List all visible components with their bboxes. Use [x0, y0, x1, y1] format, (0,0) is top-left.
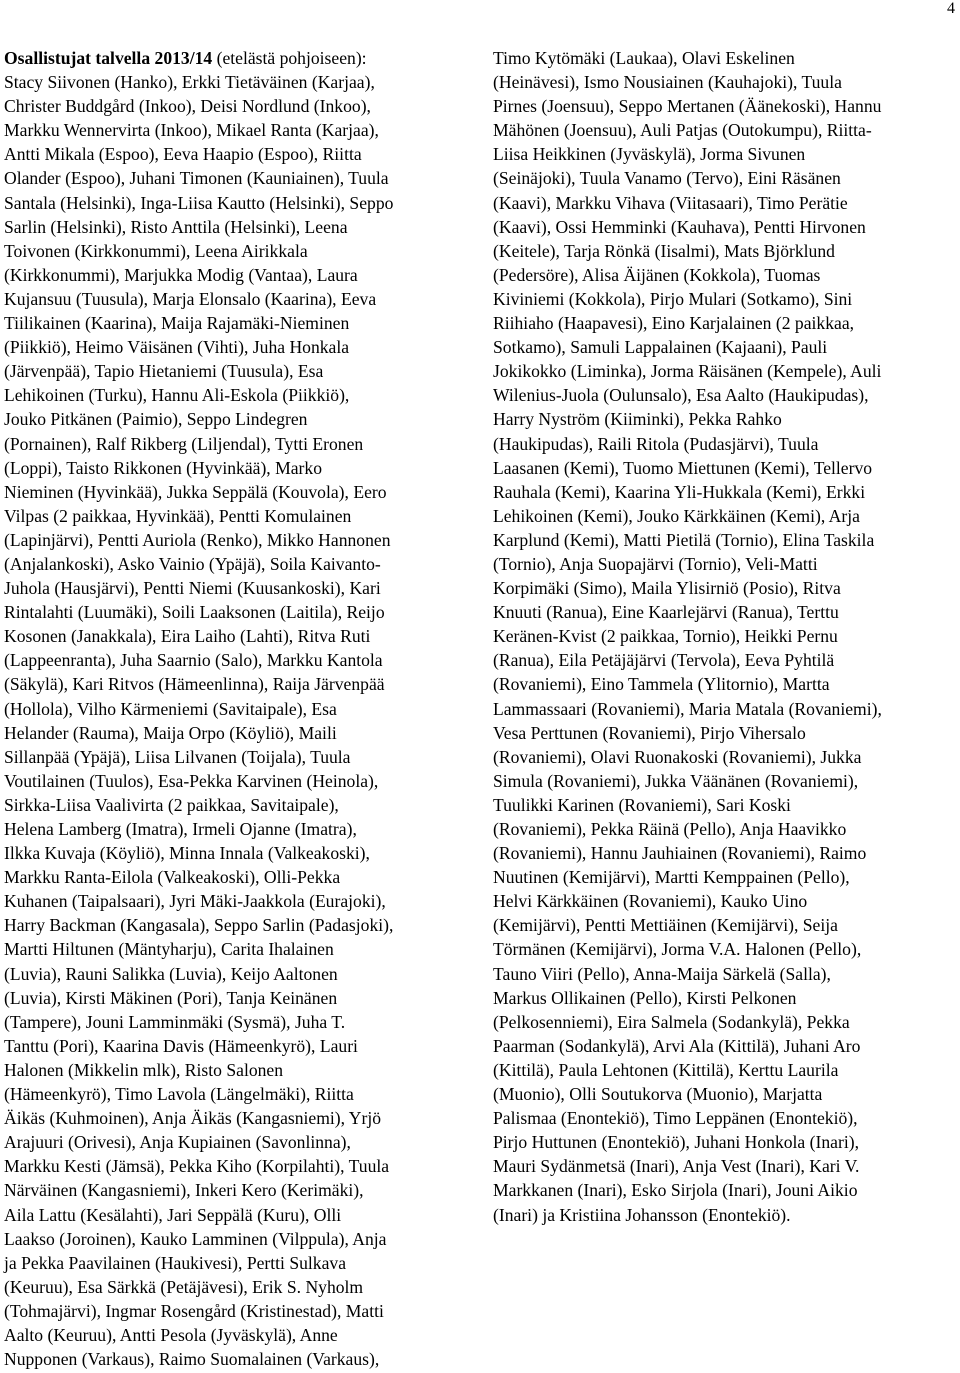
participant-text-line: Helena Lamberg (Imatra), Irmeli Ojanne (Imatra),: [4, 819, 357, 839]
participant-text-line: Markku Ranta-Eilola (Valkeakoski), Olli-Pekka: [4, 867, 341, 888]
participant-text-line: (Hämeenkyrö), Timo Lavola (Längelmäki), Riitta: [4, 1084, 354, 1105]
participant-text-line: Kosonen (Janakkala), Eira Laiho (Lahti), Ritva Ruti: [4, 626, 371, 647]
participant-text-line: Karplund (Kemi), Matti Pietilä (Tornio), Elina Taskila: [493, 529, 875, 550]
participant-text-line: Stacy Siivonen (Hanko), Erkki Tietäväinen (Karjaa),: [4, 72, 375, 93]
participant-text-line: ja Pekka Paavilainen (Haukivesi), Pertti Sulkava: [4, 1252, 347, 1273]
participant-text-line: Antti Mikala (Espoo), Eeva Haapio (Espoo), Riitta: [4, 144, 362, 165]
participant-text-line: Helander (Rauma), Maija Orpo (Köyliö), Maili: [4, 722, 337, 743]
participant-text-line: Juhola (Hausjärvi), Pentti Niemi (Kuusankoski), Kari: [4, 578, 381, 599]
participant-text-line: Laakso (Joroinen), Kauko Lamminen (Vilppula), Anja: [4, 1228, 387, 1249]
participant-text-line: Markkanen (Inari), Esko Sirjola (Inari), Jouni Aikio: [493, 1180, 858, 1201]
participant-text-line: Sarlin (Helsinki), Risto Anttila (Helsinki), Leena: [4, 216, 348, 237]
participant-text-line: (Ranua), Eila Petäjäjärvi (Tervola), Eeva Pyhtilä: [493, 650, 835, 671]
participant-text-line: (Kittilä), Paula Lehtonen (Kittilä), Kerttu Laurila: [493, 1059, 839, 1080]
participants-heading-line: [4, 46, 470, 70]
participant-text-line: (Luvia), Rauni Salikka (Luvia), Keijo Aaltonen: [4, 963, 338, 984]
participant-text-line: Kujansuu (Tuusula), Marja Elonsalo (Kaarina), Eeva: [4, 288, 377, 309]
participant-text-line: (Lappeenranta), Juha Saarnio (Salo), Markku Kantola: [4, 650, 383, 671]
participant-text-line: Knuuti (Ranua), Eine Kaarlejärvi (Ranua), Terttu: [493, 602, 839, 623]
participant-text-line: Sirkka-Liisa Vaalivirta (2 paikkaa, Savitaipale),: [4, 794, 339, 815]
left-column: [4, 46, 470, 1371]
participant-text-line: Laasanen (Kemi), Tuomo Miettunen (Kemi), Tellervo: [493, 457, 873, 478]
participant-text-line: (Lapinjärvi), Pentti Auriola (Renko), Mikko Hannonen: [4, 529, 391, 550]
participant-text-line: (Rovaniemi), Pekka Räinä (Pello), Anja Haavikko: [493, 819, 847, 839]
participant-text-line: Timo Kytömäki (Laukaa), Olavi Eskelinen: [493, 48, 795, 68]
participant-text-line: Korpimäki (Simo), Maila Ylisirniö (Posio), Ritva: [493, 578, 841, 599]
participant-text-line: Aalto (Keuruu), Antti Pesola (Jyväskylä), Anne: [4, 1324, 338, 1345]
participant-text-line: (Kaavi), Ossi Hemminki (Kauhava), Pentti Hirvonen: [493, 216, 866, 237]
participant-text-line: Harry Backman (Kangasala), Seppo Sarlin (Padasjoki),: [4, 915, 394, 936]
page-number: 4: [947, 0, 955, 17]
participant-text-line: Paarman (Sodankylä), Arvi Ala (Kittilä), Juhani Aro: [493, 1035, 861, 1056]
participant-text-line: Arajuuri (Orivesi), Anja Kupiainen (Savonlinna),: [4, 1132, 351, 1153]
participant-text-line: (Pornainen), Ralf Rikberg (Liljendal), Tytti Eronen: [4, 433, 364, 454]
participant-text-line: Halonen (Mikkelin mlk), Risto Salonen: [4, 1059, 284, 1080]
participant-text-line: Tauno Viiri (Pello), Anna-Maija Särkelä (Salla),: [493, 963, 831, 984]
participant-text-line: Mauri Sydänmetsä (Inari), Anja Vest (Inari), Kari V.: [493, 1156, 860, 1177]
participant-text-line: Sillanpää (Ypäjä), Liisa Lilvanen (Toijala), Tuula: [4, 746, 351, 767]
participant-text-line: Sotkamo), Samuli Lappalainen (Kajaani), Pauli: [493, 337, 828, 358]
participant-text-line: Palismaa (Enontekiö), Timo Leppänen (Enontekiö),: [493, 1108, 858, 1129]
participant-text-line: Törmänen (Kemijärvi), Jorma V.A. Halonen (Pello),: [493, 939, 862, 960]
participant-text-line: (Seinäjoki), Tuula Vanamo (Tervo), Eini Räsänen: [493, 168, 841, 189]
participants-heading-suffix: (etelästä pohjoiseen):: [212, 48, 367, 68]
participant-text-line: Rauhala (Kemi), Kaarina Yli-Hukkala (Kemi), Erkki: [493, 481, 866, 502]
participant-text-line: Martti Hiltunen (Mäntyharju), Carita Ihalainen: [4, 939, 334, 960]
participant-text-line: (Säkylä), Kari Ritvos (Hämeenlinna), Raija Järvenpää: [4, 674, 385, 695]
participant-text-line: (Luvia), Kirsti Mäkinen (Pori), Tanja Keinänen: [4, 987, 338, 1008]
participant-text-line: (Tampere), Jouni Lamminmäki (Sysmä), Juha T.: [4, 1011, 346, 1032]
participant-text-line: Riihiaho (Haapavesi), Eino Karjalainen (2 paikkaa,: [493, 313, 855, 334]
participant-text-line: Jouko Pitkänen (Paimio), Seppo Lindegren: [4, 409, 308, 430]
participant-text-line: Lehikoinen (Turku), Hannu Ali-Eskola (Piikkiö),: [4, 385, 350, 406]
participant-text-line: (Kaavi), Markku Vihava (Viitasaari), Timo Perätie: [493, 192, 848, 213]
participant-text-line: (Rovaniemi), Olavi Ruonakoski (Rovaniemi), Jukka: [493, 746, 862, 767]
participant-text-line: Santala (Helsinki), Inga-Liisa Kautto (Helsinki), Seppo: [4, 192, 394, 213]
participant-text-line: Mähönen (Joensuu), Auli Patjas (Outokumpu), Riitta-: [493, 120, 872, 141]
participant-text-line: (Kirkkonummi), Marjukka Modig (Vantaa), Laura: [4, 264, 358, 285]
participant-text-line: Kiviniemi (Kokkola), Pirjo Mulari (Sotkamo), Sini: [493, 288, 853, 309]
participant-text-line: (Tornio), Anja Suopajärvi (Tornio), Veli-Matti: [493, 553, 818, 574]
participant-text-line: Tuulikki Karinen (Rovaniemi), Sari Koski: [493, 794, 791, 815]
participant-text-line: Voutilainen (Tuulos), Esa-Pekka Karvinen (Heinola),: [4, 770, 379, 791]
participant-text-line: (Heinävesi), Ismo Nousiainen (Kauhajoki), Tuula: [493, 72, 842, 93]
right-column: [493, 46, 959, 1227]
participant-text-line: Olander (Espoo), Juhani Timonen (Kauniainen), Tuula: [4, 168, 389, 189]
participant-text-line: Harry Nyström (Kiiminki), Pekka Rahko: [493, 409, 782, 430]
participant-text-line: (Inari) ja Kristiina Johansson (Enontekiö).: [493, 1204, 791, 1225]
participants-heading: Osallistujat talvella 2013/14: [4, 48, 213, 68]
participant-text-line: (Kemijärvi), Pentti Mettiäinen (Kemijärvi), Seija: [493, 915, 838, 936]
participant-text-line: Tanttu (Pori), Kaarina Davis (Hämeenkyrö), Lauri: [4, 1035, 358, 1056]
participant-text-line: Lammassaari (Rovaniemi), Maria Matala (Rovaniemi),: [493, 698, 882, 719]
participant-text-line: Helvi Kärkkäinen (Rovaniemi), Kauko Uino: [493, 891, 808, 912]
participant-text-line: Jokikokko (Liminka), Jorma Räisänen (Kempele), Auli: [493, 361, 882, 382]
participant-text-line: Rintalahti (Luumäki), Soili Laaksonen (Laitila), Reijo: [4, 602, 385, 623]
participant-text-line: (Rovaniemi), Eino Tammela (Ylitornio), Martta: [493, 674, 830, 695]
participant-text-line: Christer Buddgård (Inkoo), Deisi Nordlund (Inkoo),: [4, 96, 371, 117]
participant-text-line: (Pelkosenniemi), Eira Salmela (Sodankylä), Pekka: [493, 1011, 850, 1032]
participant-text-line: Simula (Rovaniemi), Jukka Väänänen (Rovaniemi),: [493, 770, 859, 791]
participant-text-line: (Pedersöre), Alisa Äijänen (Kokkola), Tuomas: [493, 264, 821, 285]
participant-text-line: Nieminen (Hyvinkää), Jukka Seppälä (Kouvola), Eero: [4, 481, 387, 502]
participant-text-line: (Piikkiö), Heimo Väisänen (Vihti), Juha Honkala: [4, 337, 350, 358]
participant-text-line: Ilkka Kuvaja (Köyliö), Minna Innala (Valkeakoski),: [4, 843, 370, 864]
participant-text-line: Pirnes (Joensuu), Seppo Mertanen (Äänekoski), Hannu: [493, 96, 882, 117]
participant-text-line: Markku Kesti (Jämsä), Pekka Kiho (Korpilahti), Tuula: [4, 1156, 390, 1177]
participant-text-line: (Rovaniemi), Hannu Jauhiainen (Rovaniemi), Raimo: [493, 843, 867, 864]
participant-text-line: (Loppi), Taisto Rikkonen (Hyvinkää), Marko: [4, 457, 323, 478]
participant-text-line: Wilenius-Juola (Oulunsalo), Esa Aalto (Haukipudas),: [493, 385, 869, 406]
participant-text-line: Keränen-Kvist (2 paikkaa, Tornio), Heikki Pernu: [493, 626, 838, 647]
participant-text-line: Kuhanen (Taipalsaari), Jyri Mäki-Jaakkola (Eurajoki),: [4, 891, 386, 912]
participant-text-line: Liisa Heikkinen (Jyväskylä), Jorma Sivunen: [493, 144, 806, 165]
participant-text-line: Vesa Perttunen (Rovaniemi), Pirjo Vihersalo: [493, 722, 806, 743]
participant-text-line: Markku Wennervirta (Inkoo), Mikael Ranta (Karjaa),: [4, 120, 379, 141]
participant-text-line: Pirjo Huttunen (Enontekiö), Juhani Honkola (Inari),: [493, 1132, 859, 1153]
participant-text-line: Tiilikainen (Kaarina), Maija Rajamäki-Nieminen: [4, 313, 350, 334]
participant-text-line: Toivonen (Kirkkonummi), Leena Airikkala: [4, 240, 308, 261]
participant-text-line: (Järvenpää), Tapio Hietaniemi (Tuusula), Esa: [4, 361, 324, 382]
participant-text-line: Nuutinen (Kemijärvi), Martti Kemppainen (Pello),: [493, 867, 850, 888]
participant-text-line: Vilpas (2 paikkaa, Hyvinkää), Pentti Komulainen: [4, 505, 352, 526]
participant-text-line: Närväinen (Kangasniemi), Inkeri Kero (Kerimäki),: [4, 1180, 364, 1201]
participant-text-line: Aila Lattu (Kesälahti), Jari Seppälä (Kuru), Olli: [4, 1204, 342, 1225]
participant-text-line: (Muonio), Olli Soutukorva (Muonio), Marjatta: [493, 1084, 823, 1105]
participant-text-line: (Keitele), Tarja Rönkä (Iisalmi), Mats Björklund: [493, 240, 835, 261]
participant-text-line: (Hollola), Vilho Kärmeniemi (Savitaipale), Esa: [4, 698, 337, 719]
participant-text-line: (Haukipudas), Raili Ritola (Pudasjärvi), Tuula: [493, 433, 819, 454]
participant-text-line: (Tohmajärvi), Ingmar Rosengård (Kristinestad), Matti: [4, 1300, 384, 1321]
participant-text-line: Lehikoinen (Kemi), Jouko Kärkkäinen (Kemi), Arja: [493, 505, 860, 526]
participant-text-line: Markus Ollikainen (Pello), Kirsti Pelkonen: [493, 987, 797, 1008]
participant-text-line: Nupponen (Varkaus), Raimo Suomalainen (Varkaus),: [4, 1349, 380, 1370]
participant-text-line: (Anjalankoski), Asko Vainio (Ypäjä), Soila Kaivanto-: [4, 553, 381, 574]
participant-text-line: (Keuruu), Esa Särkkä (Petäjävesi), Erik S. Nyholm: [4, 1276, 364, 1297]
participant-text-line: Äikäs (Kuhmoinen), Anja Äikäs (Kangasniemi), Yrjö: [4, 1108, 382, 1129]
